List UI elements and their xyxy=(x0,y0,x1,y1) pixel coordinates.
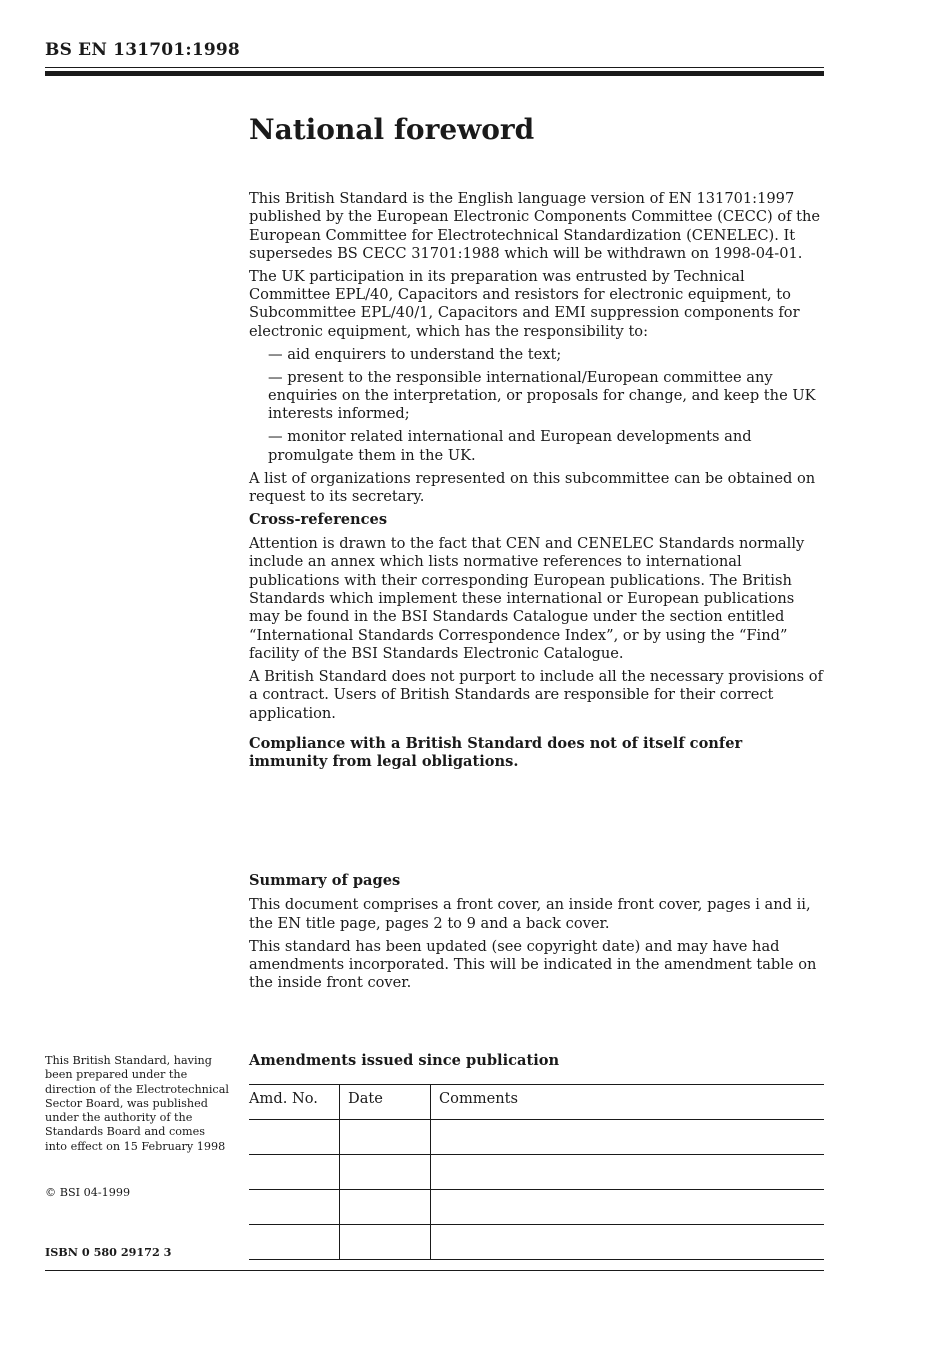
header-rule-thick xyxy=(45,71,824,76)
table-header-row xyxy=(249,1085,824,1120)
column-header xyxy=(340,1085,431,1120)
table-cell xyxy=(431,1190,825,1225)
column-header xyxy=(249,1085,340,1120)
column-header-label: Comments xyxy=(439,1090,519,1107)
standard-number: BS EN 131701:1998 xyxy=(45,40,240,60)
foreword-body xyxy=(249,190,825,776)
table-cell xyxy=(431,1225,825,1260)
table-cell xyxy=(249,1155,340,1190)
table-cell xyxy=(431,1120,825,1155)
responsibility-item: — aid enquirers to understand the text; xyxy=(268,345,562,363)
table-cell xyxy=(340,1155,431,1190)
isbn: ISBN 0 580 29172 3 xyxy=(45,1245,172,1259)
table-cell xyxy=(431,1155,825,1190)
contract-note-paragraph: A British Standard does not purport to include all the necessary provisions of a contract. Users of British Standards are responsible for their correct application. xyxy=(249,667,823,722)
publication-note xyxy=(45,1054,230,1154)
table-row xyxy=(249,1120,824,1155)
responsibility-item: — monitor related international and European developments and promulgate them in the UK. xyxy=(268,428,752,464)
column-header-label: Amd. No. xyxy=(249,1090,318,1107)
table-row xyxy=(249,1225,824,1260)
cross-references-paragraph: Attention is drawn to the fact that CEN and CENELEC Standards normally include an annex which lists normative references to international publications with their corresponding European publications. The British Standards which implement these international or European publications may be found in the BSI Standards Catalogue under the section entitled “International Standards Correspondence Index”, or by using the “Find” facility of the BSI Standards Electronic Catalogue. xyxy=(249,535,805,662)
publication-note-text: This British Standard, having been prepared under the direction of the Electrotechnical Sector Board, was published under the authority of the Standards Board and comes into effect on 15 February 1998 xyxy=(45,1054,229,1153)
summary-update-paragraph: This standard has been updated (see copyright date) and may have had amendments incorporated. This will be indicated in the amendment table on the inside front cover. xyxy=(249,937,817,992)
header-rule-thin xyxy=(45,67,824,68)
list-note-paragraph: A list of organizations represented on this subcommittee can be obtained on request to its secretary. xyxy=(249,469,816,505)
compliance-statement: Compliance with a British Standard does not of itself confer immunity from legal obligations. xyxy=(249,734,743,771)
participation-paragraph: The UK participation in its preparation was entrusted by Technical Committee EPL/40, Capacitors and resistors for electronic equipment, to Subcommittee EPL/40/1, Capacitors and EMI suppression components for electronic equipment, which has the responsibility to: xyxy=(249,267,800,340)
column-header xyxy=(431,1085,825,1120)
column-header-label: Date xyxy=(348,1090,383,1107)
table-cell xyxy=(340,1120,431,1155)
table-cell xyxy=(249,1225,340,1260)
summary-section xyxy=(249,872,825,997)
table-cell xyxy=(249,1190,340,1225)
amendments-table xyxy=(249,1084,824,1260)
intro-paragraph: This British Standard is the English language version of EN 131701:1997 published by the European Electronic Components Committee (CECC) of the European Committee for Electrotechnical Standardization (CENELEC). It supersedes BS CECC 31701:1988 which will be withdrawn on 1998-04-01. xyxy=(249,190,821,262)
table-cell xyxy=(249,1120,340,1155)
summary-paragraph: This document comprises a front cover, an inside front cover, pages i and ii, the EN title page, pages 2 to 9 and a back cover. xyxy=(249,896,811,932)
copyright-notice: © BSI 04-1999 xyxy=(45,1186,131,1199)
summary-heading: Summary of pages xyxy=(249,872,401,889)
page-title: National foreword xyxy=(249,113,535,146)
footer-rule xyxy=(45,1270,824,1271)
table-row xyxy=(249,1155,824,1190)
amendments-heading: Amendments issued since publication xyxy=(249,1052,560,1069)
table-cell xyxy=(340,1225,431,1260)
table-row xyxy=(249,1190,824,1225)
cross-references-heading: Cross-references xyxy=(249,510,388,528)
responsibility-item: — present to the responsible international/European committee any enquiries on the interpretation, or proposals for change, and keep the UK interests informed; xyxy=(268,368,816,423)
table-cell xyxy=(340,1190,431,1225)
